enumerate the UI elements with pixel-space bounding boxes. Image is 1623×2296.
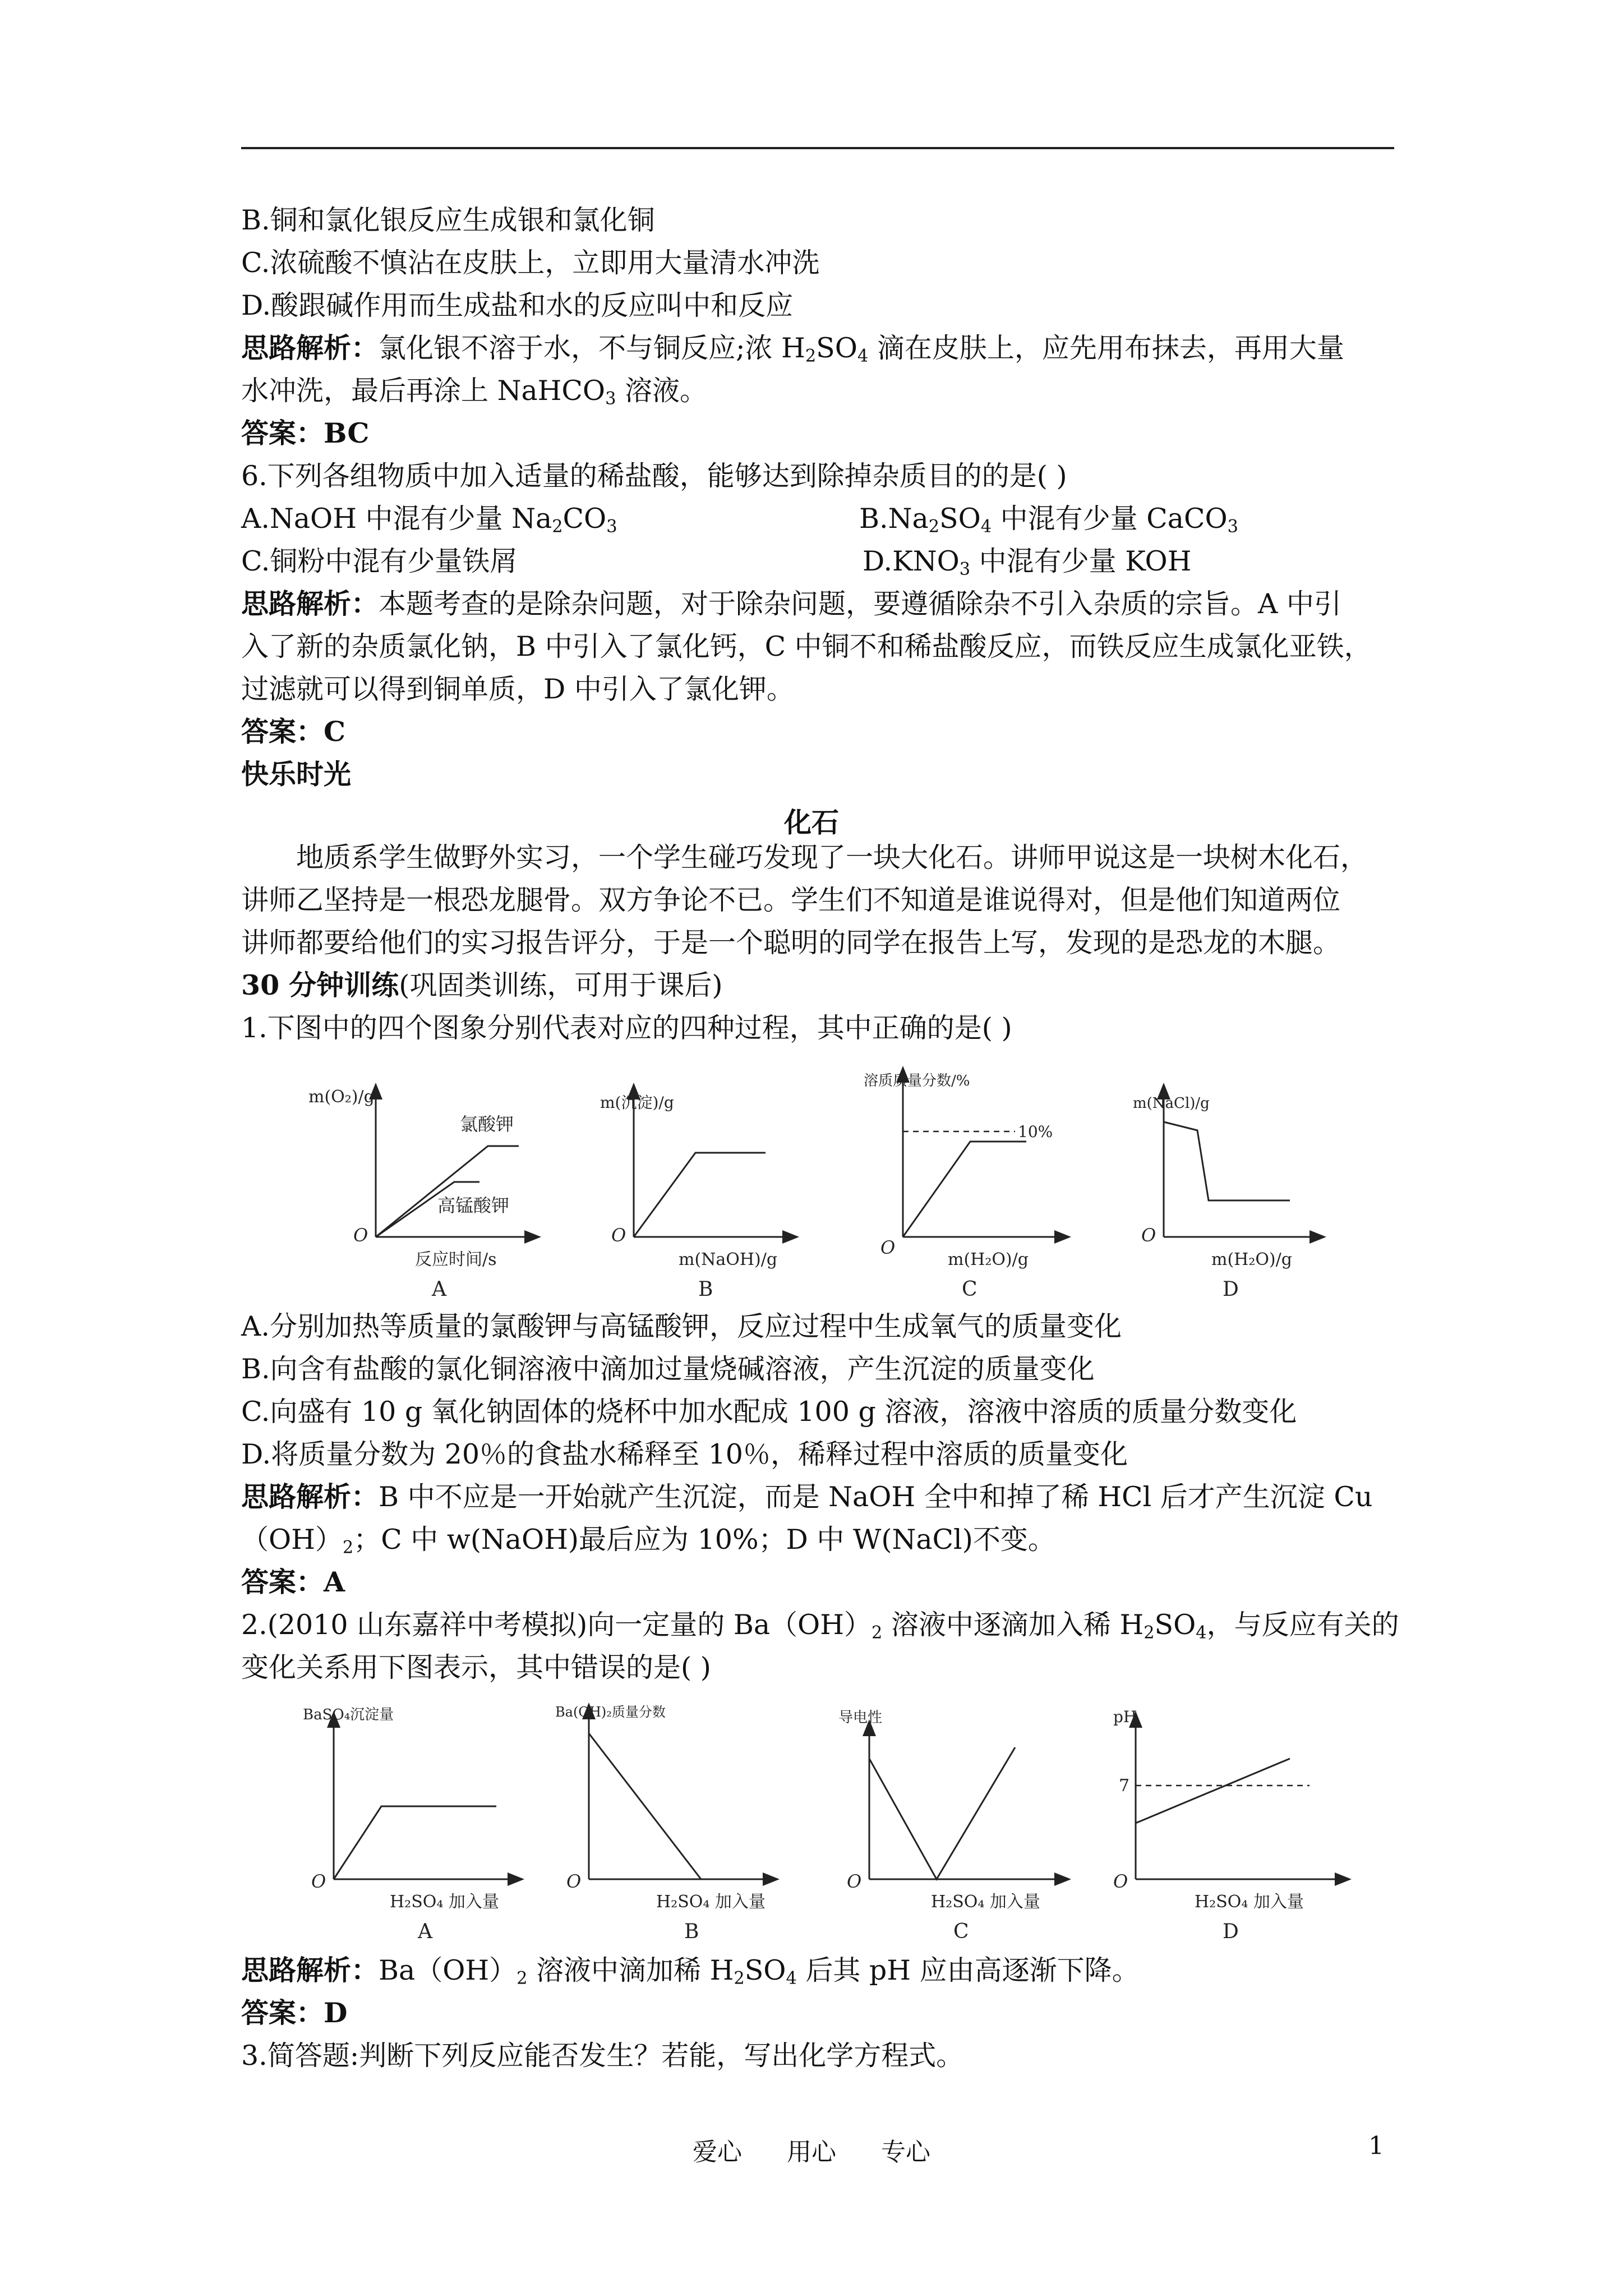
analysis-line: 过滤就可以得到铜单质，D 中引入了氯化钾。 xyxy=(241,673,794,705)
analysis-label: 思路解析： xyxy=(241,1954,379,1986)
graph-c xyxy=(838,1709,1063,1943)
question-6: 6.下列各组物质中加入适量的稀盐酸，能够达到除掉杂质目的的是( ) xyxy=(241,460,1067,492)
analysis-label: 思路解析： xyxy=(241,1480,379,1513)
axis-label-y: m(NaCl)/g xyxy=(1133,1095,1210,1112)
section-heading: 30 分钟训练(巩固类训练，可用于课后) xyxy=(241,969,723,1001)
origin-label: O xyxy=(1141,1225,1156,1246)
graph-d xyxy=(1113,1708,1343,1943)
axis-label-x: m(NaOH)/g xyxy=(679,1250,778,1269)
graph-caption: D xyxy=(1223,1920,1239,1943)
footer: 爱心 用心 专心 xyxy=(693,2138,930,2166)
graph-caption: D xyxy=(1223,1278,1239,1301)
graph-caption: B xyxy=(698,1278,713,1301)
option-c: C.铜粉中混有少量铁屑 xyxy=(241,545,518,577)
analysis-line: 入了新的杂质氯化钠，B 中引入了氯化钙，C 中铜不和稀盐酸反应，而铁反应生成氯化亚铁， xyxy=(241,631,1372,662)
axis-label-x: m(H₂O)/g xyxy=(948,1250,1029,1269)
origin-label: O xyxy=(880,1237,896,1258)
analysis-line: 思路解析：$Ba(OH)_2$ 溶液中滴加稀 $H_2SO_4$ 后其 pH 应由高逐渐下降。 xyxy=(241,1954,1140,1989)
origin-label: O xyxy=(566,1871,582,1892)
graph-caption: C xyxy=(953,1920,969,1943)
story-paragraph: 讲师都要给他们的实习报告评分，于是一个聪明的同学在报告上写，发现的是恐龙的木腿。 xyxy=(241,927,1341,959)
graph-caption: A xyxy=(418,1920,432,1943)
origin-label: O xyxy=(847,1871,862,1892)
section-heading: 快乐时光 xyxy=(241,758,352,790)
axis-label-x: 反应时间/s xyxy=(415,1250,497,1269)
option-b: B.铜和氯化银反应生成银和氯化铜 xyxy=(241,204,655,236)
axis-label-x: H₂SO₄ 加入量 xyxy=(390,1892,499,1912)
legend-label: 高锰酸钾 xyxy=(437,1195,510,1216)
option-a: A.分别加热等质量的氯酸钾与高锰酸钾，反应过程中生成氧气的质量变化 xyxy=(241,1310,1122,1342)
axis-label-y: pH xyxy=(1113,1708,1137,1726)
axis-label-x: H₂SO₄ 加入量 xyxy=(656,1892,766,1912)
axis-label-x: H₂SO₄ 加入量 xyxy=(1195,1892,1304,1912)
graph-caption: B xyxy=(684,1920,699,1943)
story-title: 化石 xyxy=(783,806,839,839)
curve xyxy=(1164,1122,1290,1200)
analysis-line: 思路解析：B 中不应是一开始就产生沉淀，而是 NaOH 全中和掉了稀 HCl 后才产生沉淀 Cu xyxy=(241,1480,1373,1513)
graph-b xyxy=(555,1704,771,1943)
question-2: 2.(2010 山东嘉祥中考模拟)向一定量的 $Ba(OH)_2$ 溶液中逐滴加入稀 $H_2SO_4$，与反应有关的 xyxy=(241,1609,1399,1643)
question-2: 变化关系用下图表示，其中错误的是( ) xyxy=(241,1651,711,1683)
figure-2 xyxy=(275,1697,1368,1947)
graph-d xyxy=(1133,1091,1318,1301)
curve xyxy=(869,1747,1015,1879)
answer: 答案：D xyxy=(241,1996,348,2029)
graph-a xyxy=(308,1087,533,1301)
curve xyxy=(634,1153,766,1237)
axis-label-y: m(沉淀)/g xyxy=(600,1093,674,1112)
option-b: B.向含有盐酸的氯化铜溶液中滴加过量烧碱溶液，产生沉淀的质量变化 xyxy=(241,1353,1095,1385)
curve xyxy=(903,1142,1026,1237)
axis-label-y: Ba(OH)₂质量分数 xyxy=(555,1704,666,1720)
answer: 答案：C xyxy=(241,715,345,748)
analysis-label: 思路解析： xyxy=(241,587,379,620)
story-paragraph: 地质系学生做野外实习，一个学生碰巧发现了一块大化石。讲师甲说这是一块树木化石， xyxy=(296,841,1368,873)
curve xyxy=(1136,1759,1290,1823)
header-rule xyxy=(241,147,1394,149)
analysis-line: 水冲洗，最后再涂上 NaHCO$_3$ 溶液。 xyxy=(241,375,707,409)
curve-kclo3 xyxy=(376,1146,519,1237)
page-number: 1 xyxy=(1368,2132,1384,2160)
story-paragraph: 讲师乙坚持是一根恐龙腿骨。双方争论不已。学生们不知道是谁说得对，但是他们知道两位 xyxy=(241,884,1341,916)
axis-label-y: m(O₂)/g xyxy=(308,1087,375,1107)
question-1: 1.下图中的四个图象分别代表对应的四种过程，其中正确的是( ) xyxy=(241,1012,1012,1044)
question-3: 3.简答题:判断下列反应能否发生？若能，写出化学方程式。 xyxy=(241,2040,964,2072)
analysis-line: 思路解析：本题考查的是除杂问题，对于除杂问题，要遵循除杂不引入杂质的宗旨。A 中引 xyxy=(241,587,1341,620)
graph-caption: C xyxy=(962,1278,978,1301)
analysis-line: 思路解析：氯化银不溶于水，不与铜反应;浓 $H_2SO_4$ 滴在皮肤上，应先用布抹去，再用大量 xyxy=(241,332,1344,366)
option-c: C.浓硫酸不慎沾在皮肤上，立即用大量清水冲洗 xyxy=(241,247,820,279)
analysis-line: $(OH)_2$；C 中 w(NaOH)最后应为 10%；D 中 W(NaCl)不变。 xyxy=(241,1524,1055,1558)
mark-label: 10% xyxy=(1018,1122,1053,1141)
origin-label: O xyxy=(311,1871,326,1892)
option-d: $D.KNO_3$ 中混有少量 KOH xyxy=(863,545,1192,579)
graph-b xyxy=(600,1091,791,1301)
axis-label-y: BaSO₄沉淀量 xyxy=(303,1706,394,1723)
option-a: A.NaOH 中混有少量 $Na_2CO_3$ xyxy=(241,503,617,537)
axis-label-y: 导电性 xyxy=(838,1709,883,1726)
origin-label: O xyxy=(611,1225,626,1246)
option-c: C.向盛有 10 g 氧化钠固体的烧杯中加水配成 100 g 溶液，溶液中溶质的质量分数变化 xyxy=(241,1396,1297,1428)
axis-label-y: 溶质质量分数/% xyxy=(864,1073,970,1089)
origin-label: O xyxy=(353,1225,368,1246)
option-b: $B.Na_2SO_4$ 中混有少量 CaCO$_3$ xyxy=(859,503,1238,537)
axis-label-x: m(H₂O)/g xyxy=(1211,1250,1292,1269)
legend-label: 氯酸钾 xyxy=(460,1114,514,1135)
curve xyxy=(589,1733,701,1879)
curve xyxy=(334,1806,496,1879)
graph-a xyxy=(303,1706,516,1943)
graph-c xyxy=(864,1073,1063,1301)
option-d: D.酸跟碱作用而生成盐和水的反应叫中和反应 xyxy=(241,289,794,321)
axis-label-x: H₂SO₄ 加入量 xyxy=(931,1892,1040,1912)
origin-label: O xyxy=(1113,1871,1128,1892)
analysis-label: 思路解析： xyxy=(241,332,379,364)
option-d: D.将质量分数为 20％的食盐水稀释至 10％，稀释过程中溶质的质量变化 xyxy=(241,1438,1128,1470)
answer: 答案：A xyxy=(241,1566,345,1598)
graph-caption: A xyxy=(432,1278,446,1301)
mark-label: 7 xyxy=(1119,1776,1130,1796)
figure-1 xyxy=(297,1063,1363,1304)
answer: 答案：BC xyxy=(241,417,370,449)
